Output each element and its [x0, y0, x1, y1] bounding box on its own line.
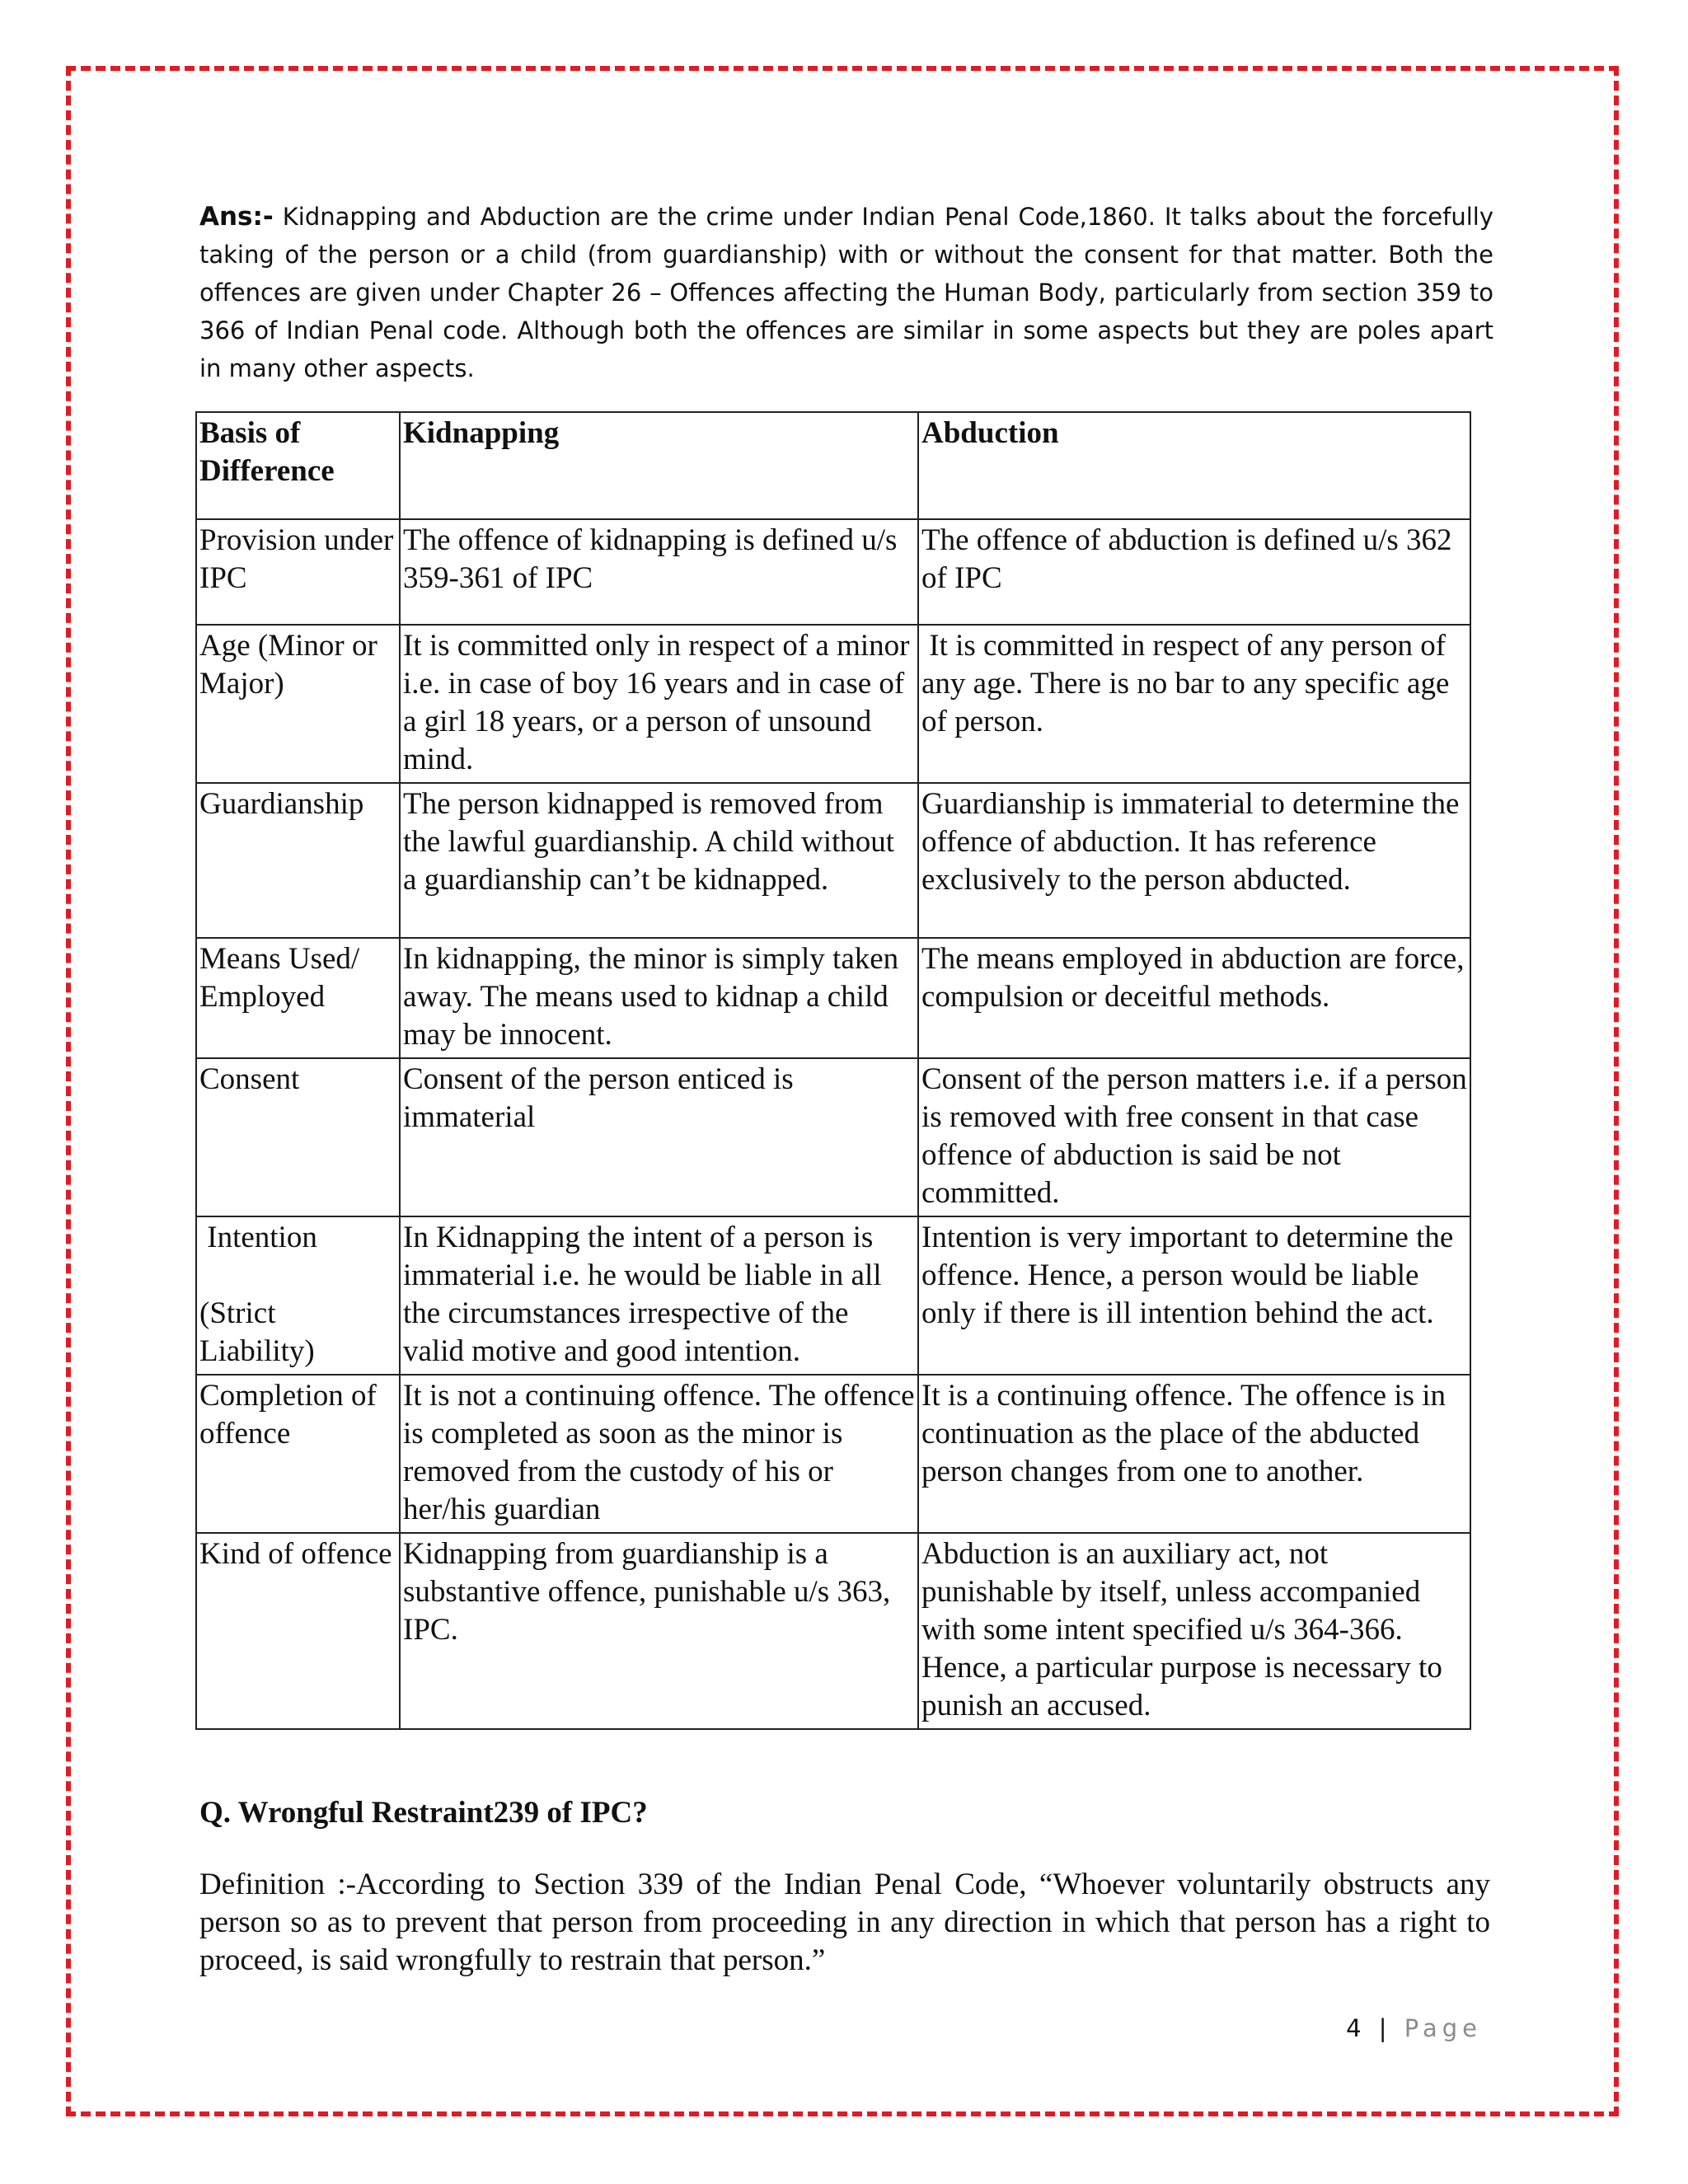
cell-kidnapping: The person kidnapped is removed from the lawful guardianship. A child without a guardianship can’t be kidnapped.	[400, 783, 918, 938]
table-header-row	[196, 412, 1470, 519]
cell-kidnapping: Kidnapping from guardianship is a substantive offence, punishable u/s 363, IPC.	[400, 1533, 918, 1729]
page-number: 4	[1346, 2014, 1367, 2042]
cell-basis: Consent	[196, 1058, 400, 1216]
page-number-footer	[1346, 2014, 1482, 2042]
question-heading: Q. Wrongful Restraint239 of IPC?	[199, 1796, 648, 1830]
cell-kidnapping: It is committed only in respect of a minor i.e. in case of boy 16 years and in case of a girl 18 years, or a person of unsound mind.	[400, 625, 918, 783]
table-row	[196, 625, 1470, 783]
cell-kidnapping: It is not a continuing offence. The offence is completed as soon as the minor is removed from the custody of his or her/his guardian	[400, 1375, 918, 1533]
header-basis-text: Basis of Difference	[199, 416, 335, 488]
table-row	[196, 1375, 1470, 1533]
cell-abduction: It is committed in respect of any person of any age. There is no bar to any specific age of person.	[918, 625, 1470, 783]
cell-basis: Kind of offence	[196, 1533, 400, 1729]
page-separator: |	[1378, 2014, 1392, 2042]
cell-abduction: The means employed in abduction are force, compulsion or deceitful methods.	[918, 938, 1470, 1058]
table-row	[196, 519, 1470, 625]
definition-paragraph: Definition :-According to Section 339 of the Indian Penal Code, “Whoever voluntarily obstructs any person so as to prevent that person from proceeding in any direction in which that person has a right to proceed, is said wrongfully to restrain that person.”	[199, 1868, 1490, 1977]
header-basis	[196, 412, 400, 519]
answer-text: Kidnapping and Abduction are the crime under Indian Penal Code,1860. It talks about the forcefully taking of the person or a child (from guardianship) with or without the consent for that matter. Both the offences are given under Chapter 26 – Offences affecting the Human Body, particularly from section 359 to 366 of Indian Penal code. Although both the offences are similar in some aspects but they are poles apart in many other aspects.	[199, 203, 1493, 382]
answer-lead: Ans:-	[199, 202, 274, 232]
cell-abduction: Guardianship is immaterial to determine the offence of abduction. It has reference exclusively to the person abducted.	[918, 783, 1470, 938]
cell-abduction: Consent of the person matters i.e. if a person is removed with free consent in that case offence of abduction is said be not committed.	[918, 1058, 1470, 1216]
cell-abduction: Intention is very important to determine the offence. Hence, a person would be liable only if there is ill intention behind the act.	[918, 1216, 1470, 1375]
cell-basis-line: Intention	[199, 1221, 317, 1254]
cell-basis: Guardianship	[196, 783, 400, 938]
page-label: Page	[1404, 2014, 1482, 2042]
table-row	[196, 1533, 1470, 1729]
cell-basis: Provision under IPC	[196, 519, 400, 625]
cell-kidnapping: In kidnapping, the minor is simply taken away. The means used to kidnap a child may be innocent.	[400, 938, 918, 1058]
cell-basis: Age (Minor or Major)	[196, 625, 400, 783]
cell-basis: Means Used/ Employed	[196, 938, 400, 1058]
comparison-table	[195, 411, 1471, 1730]
cell-kidnapping: The offence of kidnapping is defined u/s 359-361 of IPC	[400, 519, 918, 625]
cell-abduction: Abduction is an auxiliary act, not punishable by itself, unless accompanied with some intent specified u/s 364-366. Hence, a particular purpose is necessary to punish an accused.	[918, 1533, 1470, 1729]
cell-kidnapping: In Kidnapping the intent of a person is immaterial i.e. he would be liable in all the circumstances irrespective of the valid motive and good intention.	[400, 1216, 918, 1375]
table-row	[196, 938, 1470, 1058]
header-kidnapping: Kidnapping	[400, 412, 918, 519]
cell-basis	[196, 1216, 400, 1375]
table-row	[196, 1216, 1470, 1375]
cell-kidnapping: Consent of the person enticed is immaterial	[400, 1058, 918, 1216]
table-row	[196, 783, 1470, 938]
cell-basis: Completion of offence	[196, 1375, 400, 1533]
table-row	[196, 1058, 1470, 1216]
answer-intro	[199, 198, 1493, 387]
cell-basis-line: (Strict Liability)	[199, 1296, 315, 1368]
cell-abduction: The offence of abduction is defined u/s 362 of IPC	[918, 519, 1470, 625]
cell-abduction: It is a continuing offence. The offence is in continuation as the place of the abducted person changes from one to another.	[918, 1375, 1470, 1533]
header-abduction: Abduction	[918, 412, 1470, 519]
